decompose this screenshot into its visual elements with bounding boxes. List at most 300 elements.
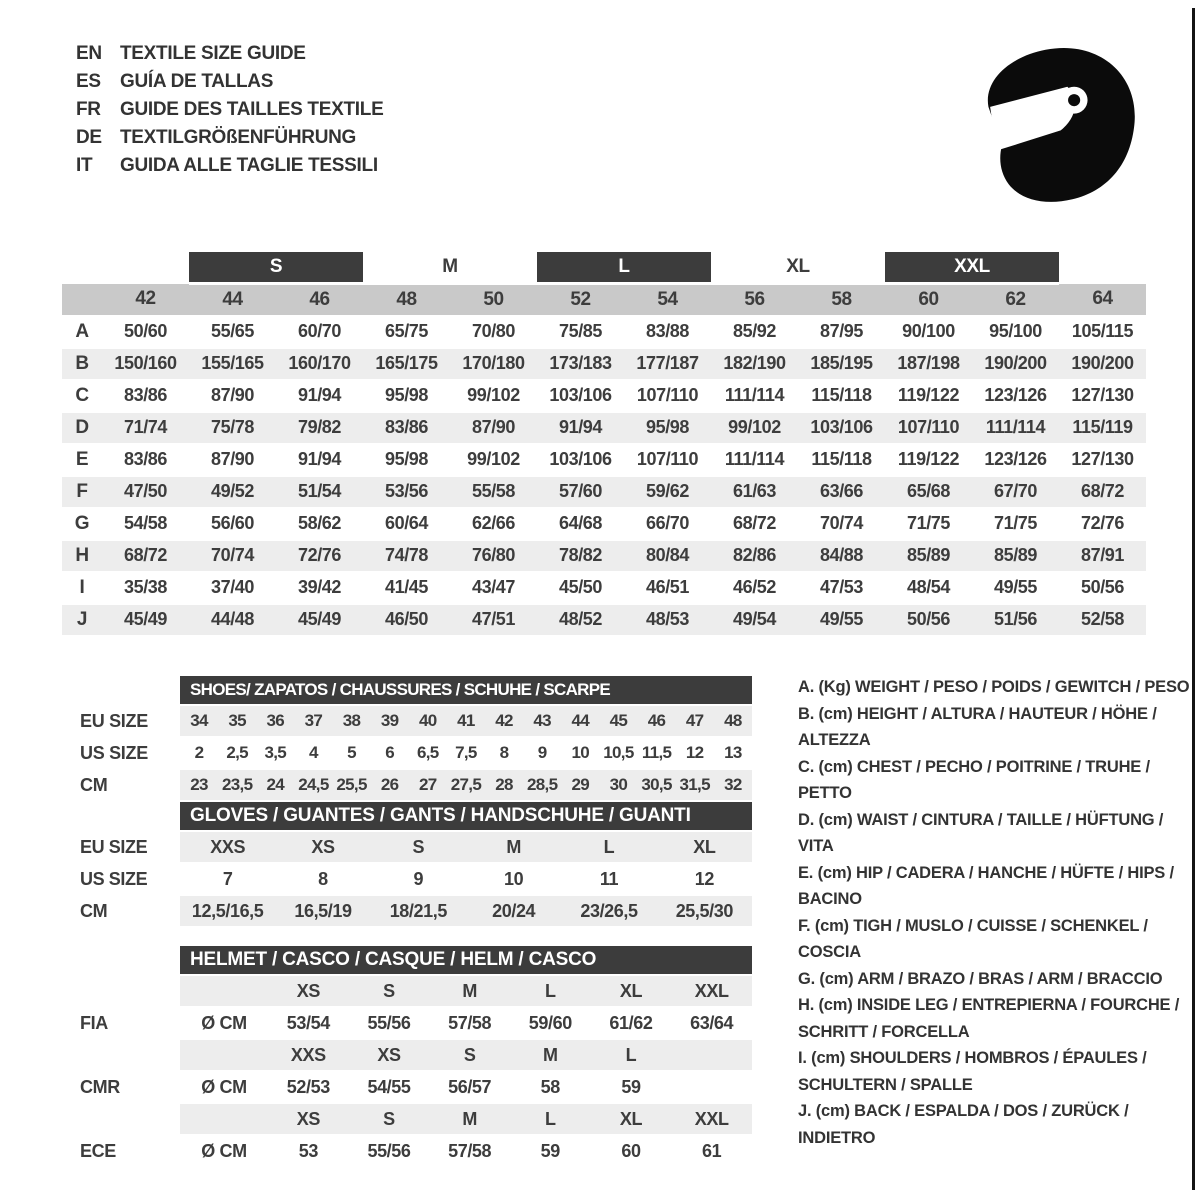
unit-spacer [180,975,268,1007]
value-cell: 46/51 [624,572,711,604]
value-cell: 90/100 [885,316,972,348]
value-cell: 87/91 [1059,540,1146,572]
legend-item: B. (cm) HEIGHT / ALTURA / HAUTEUR / HÖHE / ALTEZZA [798,704,1157,749]
value-cell: 54/55 [349,1071,430,1103]
value-cell: 7,5 [447,737,485,769]
value-cell: 115/118 [798,380,885,412]
value-cell: 67/70 [972,476,1059,508]
table-title-row [62,802,752,831]
value-cell: 66/70 [624,508,711,540]
size-label: S [349,1103,430,1135]
unit-cell: Ø CM [180,1135,268,1167]
unit-cell: Ø CM [180,1007,268,1039]
value-cell: 49/55 [972,572,1059,604]
value-cell: 23/26,5 [561,895,656,927]
legend-item: D. (cm) WAIST / CINTURA / TAILLE / HÜFTUNG / VITA [798,810,1164,855]
value-cell: 123/126 [972,444,1059,476]
value-cell: 60/64 [363,508,450,540]
value-cell: 35/38 [102,572,189,604]
title-block [76,40,383,180]
value-cell: 46 [638,705,676,737]
table-row [62,705,752,737]
value-cell [671,1071,752,1103]
size-group-label: M [363,252,537,283]
value-cell: 9 [371,863,466,895]
value-cell: 83/86 [102,444,189,476]
value-cell: 65/68 [885,476,972,508]
value-cell: 87/90 [189,380,276,412]
size-label: XS [268,975,349,1007]
size-label: L [591,1039,672,1071]
value-cell: 91/94 [537,412,624,444]
size-label: XXL [671,1103,752,1135]
legend-item: E. (cm) HIP / CADERA / HANCHE / HÜFTE / HIPS / BACINO [798,863,1174,908]
row-label: US SIZE [62,863,180,895]
standard-label: FIA [62,1007,180,1039]
value-cell: 119/122 [885,444,972,476]
value-cell: 55/65 [189,316,276,348]
value-cell: L [561,831,656,863]
shoes-size-table [62,676,752,802]
value-cell: 49/54 [711,604,798,636]
value-cell: 173/183 [537,348,624,380]
value-cell: 127/130 [1059,380,1146,412]
value-cell: 64/68 [537,508,624,540]
value-cell: 47/51 [450,604,537,636]
value-cell: M [466,831,561,863]
measure-row [62,508,1146,540]
value-cell: 61 [671,1135,752,1167]
numeric-size-label: 54 [624,283,711,316]
value-cell: 49/52 [189,476,276,508]
value-cell: 187/198 [885,348,972,380]
unit-cell: Ø CM [180,1071,268,1103]
value-cell: 47/53 [798,572,885,604]
size-label: XL [591,1103,672,1135]
row-label: G [62,508,102,540]
legend-item: G. (cm) ARM / BRAZO / BRAS / ARM / BRACCIO [798,969,1163,988]
measure-row [62,412,1146,444]
value-cell: 80/84 [624,540,711,572]
numeric-size-label: 48 [363,283,450,316]
size-label: L [510,975,591,1007]
value-cell: 87/90 [189,444,276,476]
value-cell: 27 [409,769,447,801]
numeric-size-label: 62 [972,283,1059,316]
value-cell: 58/62 [276,508,363,540]
measure-row [62,540,1146,572]
value-cell: 45/49 [102,604,189,636]
row-label [62,283,102,316]
value-cell: 23,5 [218,769,256,801]
value-cell: 78/82 [537,540,624,572]
value-cell: 10,5 [599,737,637,769]
value-cell: 49/55 [798,604,885,636]
spacer-cell [62,946,180,975]
value-cell: 51/54 [276,476,363,508]
table-row [62,769,752,801]
value-cell: 99/102 [711,412,798,444]
value-cell: 155/165 [189,348,276,380]
size-label [671,1039,752,1071]
table-title-row [62,946,752,975]
value-cell: 87/95 [798,316,885,348]
value-cell: 27,5 [447,769,485,801]
value-cell: 190/200 [972,348,1059,380]
value-cell: 25,5 [333,769,371,801]
row-label: EU SIZE [62,705,180,737]
value-cell: 119/122 [885,380,972,412]
measure-row [62,380,1146,412]
title-row-fr [76,96,383,124]
value-cell: 123/126 [972,380,1059,412]
spacer-cell [62,676,180,705]
value-cell: 57/58 [429,1007,510,1039]
language-code: ES [76,71,101,92]
value-cell: 127/130 [1059,444,1146,476]
value-cell: 75/85 [537,316,624,348]
row-label: E [62,444,102,476]
value-cell: 45/49 [276,604,363,636]
value-cell: 40 [409,705,447,737]
value-cell: 68/72 [102,540,189,572]
size-label: XS [349,1039,430,1071]
value-cell: 50/56 [1059,572,1146,604]
value-cell: 46/52 [711,572,798,604]
value-cell: 72/76 [1059,508,1146,540]
value-cell: 72/76 [276,540,363,572]
value-cell: 82/86 [711,540,798,572]
table-title: SHOES/ ZAPATOS / CHAUSSURES / SCHUHE / SCARPE [180,676,752,705]
helmet-icon [975,36,1143,208]
value-cell: 41 [447,705,485,737]
language-code: FR [76,99,101,120]
value-cell: 91/94 [276,444,363,476]
value-cell: 10 [466,863,561,895]
value-cell: 61/62 [591,1007,672,1039]
value-cell: 6,5 [409,737,447,769]
value-cell: 12 [676,737,714,769]
value-cell: 8 [485,737,523,769]
value-cell: 83/86 [363,412,450,444]
value-cell: 57/58 [429,1135,510,1167]
spacer-cell [62,802,180,831]
value-cell: 71/74 [102,412,189,444]
row-label: J [62,604,102,636]
title-row-it [76,152,383,180]
measure-row [62,604,1146,636]
value-cell: 87/90 [450,412,537,444]
value-cell: 37 [294,705,332,737]
legend-item: A. (Kg) WEIGHT / PESO / POIDS / GEWITCH / PESO [798,678,1190,696]
value-cell: 177/187 [624,348,711,380]
value-cell: 24 [256,769,294,801]
value-cell: 70/74 [798,508,885,540]
value-cell: 53 [268,1135,349,1167]
value-cell: 42 [485,705,523,737]
value-cell: 24,5 [294,769,332,801]
numeric-size-label: 52 [537,283,624,316]
legend-item: J. (cm) BACK / ESPALDA / DOS / ZURÜCK / INDIETRO [798,1102,1129,1147]
size-label: M [510,1039,591,1071]
measure-row [62,316,1146,348]
value-cell: 39 [371,705,409,737]
value-cell: 48/54 [885,572,972,604]
value-cell: 185/195 [798,348,885,380]
value-cell: 99/102 [450,444,537,476]
title-row-de [76,124,383,152]
row-label: A [62,316,102,348]
value-cell: 11 [561,863,656,895]
value-cell: S [371,831,466,863]
value-cell: 35 [218,705,256,737]
size-label: S [429,1039,510,1071]
value-cell: 46/50 [363,604,450,636]
value-cell: 48/52 [537,604,624,636]
value-cell: 6 [371,737,409,769]
value-cell: 11,5 [638,737,676,769]
value-cell: 37/40 [189,572,276,604]
value-cell: 59/60 [510,1007,591,1039]
helmet-value-row [62,1071,752,1103]
size-label: M [429,1103,510,1135]
row-label: US SIZE [62,737,180,769]
helmet-value-row [62,1007,752,1039]
value-cell: 55/56 [349,1135,430,1167]
size-group-row [62,252,1146,283]
value-cell: 55/56 [349,1007,430,1039]
standard-label: CMR [62,1071,180,1103]
value-cell: 47 [676,705,714,737]
spacer-cell [62,1103,180,1135]
row-label: EU SIZE [62,831,180,863]
value-cell: 160/170 [276,348,363,380]
table-row [62,863,752,895]
value-cell: 50/60 [102,316,189,348]
value-cell: 63/66 [798,476,885,508]
value-cell: 85/89 [972,540,1059,572]
size-label: XXS [268,1039,349,1071]
value-cell: 83/88 [624,316,711,348]
value-cell: 150/160 [102,348,189,380]
value-cell: 25,5/30 [657,895,752,927]
value-cell: 51/56 [972,604,1059,636]
value-cell: 18/21,5 [371,895,466,927]
value-cell: 52/53 [268,1071,349,1103]
value-cell: 9 [523,737,561,769]
page-title: TEXTILE SIZE GUIDE [120,43,306,64]
value-cell: 59 [591,1071,672,1103]
page-edge-line [1192,8,1195,1190]
value-cell: 107/110 [624,444,711,476]
value-cell: 84/88 [798,540,885,572]
numeric-size-row [62,283,1146,316]
value-cell: 58 [510,1071,591,1103]
value-cell: 115/118 [798,444,885,476]
helmet-value-row [62,1135,752,1167]
size-label: M [429,975,510,1007]
value-cell: 30,5 [638,769,676,801]
value-cell: 75/78 [189,412,276,444]
page-title: TEXTILGRÖßENFÜHRUNG [120,127,357,148]
size-label: S [349,975,430,1007]
numeric-size-label: 44 [189,283,276,316]
value-cell: 56/57 [429,1071,510,1103]
spacer-cell [1059,252,1146,283]
value-cell: 71/75 [972,508,1059,540]
value-cell: 85/89 [885,540,972,572]
row-label: I [62,572,102,604]
value-cell: 3,5 [256,737,294,769]
size-group-label: S [189,252,363,283]
page-title: GUIDE DES TAILLES TEXTILE [120,99,384,120]
spacer-cell [62,252,189,283]
value-cell: 45/50 [537,572,624,604]
language-code: EN [76,43,102,64]
value-cell: 12 [657,863,752,895]
value-cell: 115/119 [1059,412,1146,444]
value-cell: 41/45 [363,572,450,604]
value-cell: 5 [333,737,371,769]
value-cell: 28,5 [523,769,561,801]
value-cell: 61/63 [711,476,798,508]
helmet-size-row [62,975,752,1007]
table-row [62,895,752,927]
value-cell: 103/106 [537,444,624,476]
value-cell: 13 [714,737,752,769]
value-cell: 7 [180,863,275,895]
value-cell: 23 [180,769,218,801]
value-cell: 103/106 [798,412,885,444]
value-cell: 53/56 [363,476,450,508]
value-cell: 68/72 [711,508,798,540]
value-cell: 47/50 [102,476,189,508]
value-cell: 45 [599,705,637,737]
value-cell: 79/82 [276,412,363,444]
numeric-size-label: 64 [1059,283,1146,316]
value-cell: 8 [275,863,370,895]
measure-row [62,572,1146,604]
value-cell: 26 [371,769,409,801]
row-label: CM [62,769,180,801]
value-cell: 44/48 [189,604,276,636]
size-group-label: XL [711,252,885,283]
value-cell: 44 [561,705,599,737]
value-cell: 30 [599,769,637,801]
numeric-size-label: 60 [885,283,972,316]
language-code: DE [76,127,102,148]
standard-label: ECE [62,1135,180,1167]
table-row [62,737,752,769]
page-title: GUÍA DE TALLAS [120,71,274,92]
numeric-size-label: 50 [450,283,537,316]
helmet-size-row [62,1039,752,1071]
value-cell: 190/200 [1059,348,1146,380]
value-cell: XS [275,831,370,863]
spacer-cell [62,975,180,1007]
measure-row [62,476,1146,508]
legend-item: H. (cm) INSIDE LEG / ENTREPIERNA / FOURCHE / SCHRITT / FORCELLA [798,996,1180,1041]
value-cell: 53/54 [268,1007,349,1039]
value-cell: 57/60 [537,476,624,508]
value-cell: 59/62 [624,476,711,508]
value-cell: 111/114 [711,444,798,476]
unit-spacer [180,1039,268,1071]
value-cell: 32 [714,769,752,801]
value-cell: 2 [180,737,218,769]
measure-row [62,348,1146,380]
value-cell: 95/100 [972,316,1059,348]
value-cell: 74/78 [363,540,450,572]
value-cell: 91/94 [276,380,363,412]
value-cell: 28 [485,769,523,801]
gloves-size-table [62,802,752,928]
value-cell: XL [657,831,752,863]
numeric-size-label: 46 [276,283,363,316]
value-cell: 83/86 [102,380,189,412]
value-cell: 62/66 [450,508,537,540]
value-cell: 52/58 [1059,604,1146,636]
value-cell: 43/47 [450,572,537,604]
value-cell: 38 [333,705,371,737]
value-cell: 85/92 [711,316,798,348]
value-cell: 70/74 [189,540,276,572]
value-cell: 43 [523,705,561,737]
value-cell: 56/60 [189,508,276,540]
numeric-size-label: 58 [798,283,885,316]
value-cell: 34 [180,705,218,737]
value-cell: XXS [180,831,275,863]
value-cell: 76/80 [450,540,537,572]
size-group-label: L [537,252,711,283]
value-cell: 2,5 [218,737,256,769]
title-row-en [76,40,383,68]
table-row [62,831,752,863]
value-cell: 55/58 [450,476,537,508]
table-title: HELMET / CASCO / CASQUE / HELM / CASCO [180,946,752,975]
value-cell: 111/114 [972,412,1059,444]
value-cell: 103/106 [537,380,624,412]
row-label: H [62,540,102,572]
value-cell: 59 [510,1135,591,1167]
helmet-size-table [62,946,752,1168]
value-cell: 39/42 [276,572,363,604]
value-cell: 111/114 [711,380,798,412]
row-label: B [62,348,102,380]
value-cell: 63/64 [671,1007,752,1039]
value-cell: 48 [714,705,752,737]
value-cell: 4 [294,737,332,769]
numeric-size-label: 56 [711,283,798,316]
page-title: GUIDA ALLE TAGLIE TESSILI [120,155,378,176]
legend-item: C. (cm) CHEST / PECHO / POITRINE / TRUHE / PETTO [798,757,1150,802]
language-code: IT [76,155,93,176]
numeric-size-label: 42 [102,283,189,316]
value-cell: 29 [561,769,599,801]
value-cell: 20/24 [466,895,561,927]
title-row-es [76,68,383,96]
value-cell: 95/98 [363,380,450,412]
size-label: L [510,1103,591,1135]
value-cell: 10 [561,737,599,769]
size-label: XL [591,975,672,1007]
value-cell: 95/98 [624,412,711,444]
value-cell: 107/110 [885,412,972,444]
value-cell: 99/102 [450,380,537,412]
table-title-row [62,676,752,705]
measurement-legend [798,674,1196,1151]
size-label: XXL [671,975,752,1007]
